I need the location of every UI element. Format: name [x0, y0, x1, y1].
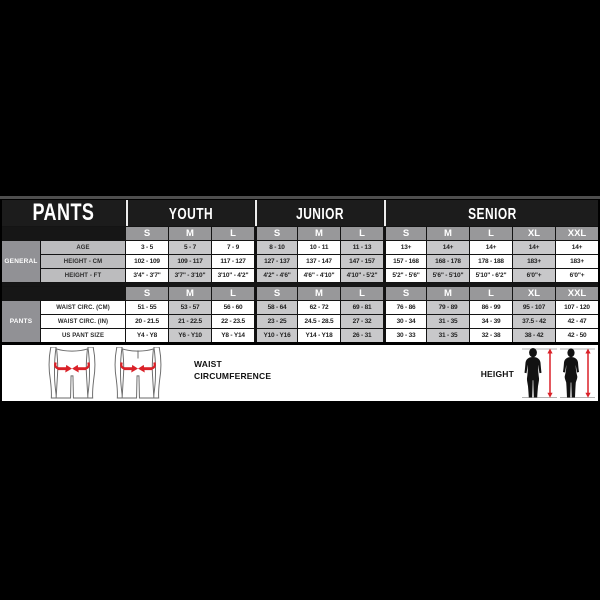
table-cell: 3'10" - 4'2"	[212, 269, 254, 282]
table-cell: 51 - 55	[126, 301, 168, 314]
group-header-senior-text: SENIOR	[467, 204, 517, 222]
row-label: US PANT SIZE	[41, 329, 125, 342]
size-header: M	[427, 227, 469, 240]
table-cell: 147 - 157	[341, 255, 383, 268]
table-cell: 14+	[427, 241, 469, 254]
size-header: XXL	[556, 227, 598, 240]
table-cell: 3'4" - 3'7"	[126, 269, 168, 282]
table-cell: 79 - 89	[427, 301, 469, 314]
table-cell: 56 - 60	[212, 301, 254, 314]
spacer-cell	[2, 287, 125, 300]
size-header: XL	[513, 227, 555, 240]
group-header-senior	[384, 200, 598, 226]
section-label-pants: PANTS	[2, 301, 40, 342]
table-cell: 8 - 10	[255, 241, 297, 254]
table-cell: 168 - 178	[427, 255, 469, 268]
size-header: S	[384, 287, 426, 300]
table-cell: 4'2" - 4'6"	[255, 269, 297, 282]
table-cell: 6'0"+	[556, 269, 598, 282]
table-cell: 27 - 32	[341, 315, 383, 328]
table-cell: 178 - 188	[470, 255, 512, 268]
table-cell: 22 - 23.5	[212, 315, 254, 328]
group-header-youth-text: YOUTH	[168, 204, 214, 222]
table-cell: 32 - 38	[470, 329, 512, 342]
table-cell: 34 - 39	[470, 315, 512, 328]
table-cell: 37.5 - 42	[513, 315, 555, 328]
top-strip	[0, 196, 600, 199]
table-cell: 102 - 109	[126, 255, 168, 268]
waist-figure-front-icon	[40, 347, 104, 399]
table-cell: 109 - 117	[169, 255, 211, 268]
table-cell: 3 - 5	[126, 241, 168, 254]
table-cell: 4'10" - 5'2"	[341, 269, 383, 282]
table-cell: 107 - 120	[556, 301, 598, 314]
size-header: M	[298, 227, 340, 240]
size-header: L	[212, 227, 254, 240]
table-cell: 183+	[556, 255, 598, 268]
table-cell: 183+	[513, 255, 555, 268]
table-cell: 26 - 31	[341, 329, 383, 342]
table-cell: 42 - 47	[556, 315, 598, 328]
table-cell: 69 - 81	[341, 301, 383, 314]
size-header: S	[255, 227, 297, 240]
male-silhouette-height-icon	[520, 347, 560, 399]
table-cell: 3'7" - 3'10"	[169, 269, 211, 282]
table-cell: Y8 - Y14	[212, 329, 254, 342]
size-header: XL	[513, 287, 555, 300]
group-header-junior	[255, 200, 383, 226]
row-label: AGE	[41, 241, 125, 254]
size-header: S	[126, 287, 168, 300]
size-header: L	[470, 287, 512, 300]
table-cell: 30 - 34	[384, 315, 426, 328]
table-cell: 30 - 33	[384, 329, 426, 342]
table-cell: 13+	[384, 241, 426, 254]
table-cell: 58 - 64	[255, 301, 297, 314]
size-header: M	[169, 227, 211, 240]
table-cell: 24.5 - 28.5	[298, 315, 340, 328]
table-cell: Y4 - Y8	[126, 329, 168, 342]
table-cell: 20 - 21.5	[126, 315, 168, 328]
table-title	[2, 200, 125, 226]
table-cell: 157 - 168	[384, 255, 426, 268]
row-label: HEIGHT - FT	[41, 269, 125, 282]
female-silhouette-height-icon	[558, 347, 598, 399]
table-cell: Y14 - Y18	[298, 329, 340, 342]
table-cell: Y10 - Y16	[255, 329, 297, 342]
table-cell: 6'0"+	[513, 269, 555, 282]
table-cell: 86 - 99	[470, 301, 512, 314]
size-header: L	[470, 227, 512, 240]
size-header: L	[212, 287, 254, 300]
size-header: L	[341, 287, 383, 300]
height-label: HEIGHT	[480, 369, 514, 379]
table-cell: 31 - 35	[427, 315, 469, 328]
table-cell: 95 - 107	[513, 301, 555, 314]
size-chart-table	[2, 200, 598, 342]
table-cell: 7 - 9	[212, 241, 254, 254]
table-cell: 5'6" - 5'10"	[427, 269, 469, 282]
table-cell: 21 - 22.5	[169, 315, 211, 328]
table-cell: 4'6" - 4'10"	[298, 269, 340, 282]
size-header: S	[126, 227, 168, 240]
group-header-youth	[126, 200, 254, 226]
spacer-cell	[2, 227, 125, 240]
size-header: XXL	[556, 287, 598, 300]
table-cell: 14+	[470, 241, 512, 254]
waist-circumference-label: WAIST CIRCUMFERENCE	[194, 359, 272, 381]
size-header: S	[384, 227, 426, 240]
table-cell: 23 - 25	[255, 315, 297, 328]
table-cell: Y6 - Y10	[169, 329, 211, 342]
table-cell: 11 - 13	[341, 241, 383, 254]
table-cell: 14+	[556, 241, 598, 254]
measurement-legend	[2, 345, 598, 401]
size-header: M	[427, 287, 469, 300]
size-header: M	[298, 287, 340, 300]
table-cell: 127 - 137	[255, 255, 297, 268]
table-cell: 53 - 57	[169, 301, 211, 314]
table-cell: 38 - 42	[513, 329, 555, 342]
table-cell: 62 - 72	[298, 301, 340, 314]
size-header: L	[341, 227, 383, 240]
table-cell: 14+	[513, 241, 555, 254]
waist-figure-back-icon	[106, 347, 170, 399]
table-cell: 5 - 7	[169, 241, 211, 254]
table-cell: 5'10" - 6'2"	[470, 269, 512, 282]
section-label-general: GENERAL	[2, 241, 40, 282]
section-separator	[2, 283, 598, 286]
row-label: WAIST CIRC. (IN)	[41, 315, 125, 328]
row-label: WAIST CIRC. (CM)	[41, 301, 125, 314]
table-cell: 76 - 86	[384, 301, 426, 314]
size-header: M	[169, 287, 211, 300]
table-title-text: PANTS	[32, 200, 95, 226]
group-header-junior-text: JUNIOR	[296, 204, 344, 222]
table-cell: 42 - 50	[556, 329, 598, 342]
table-cell: 10 - 11	[298, 241, 340, 254]
table-cell: 31 - 35	[427, 329, 469, 342]
table-cell: 137 - 147	[298, 255, 340, 268]
size-header: S	[255, 287, 297, 300]
table-cell: 117 - 127	[212, 255, 254, 268]
row-label: HEIGHT - CM	[41, 255, 125, 268]
table-cell: 5'2" - 5'6"	[384, 269, 426, 282]
